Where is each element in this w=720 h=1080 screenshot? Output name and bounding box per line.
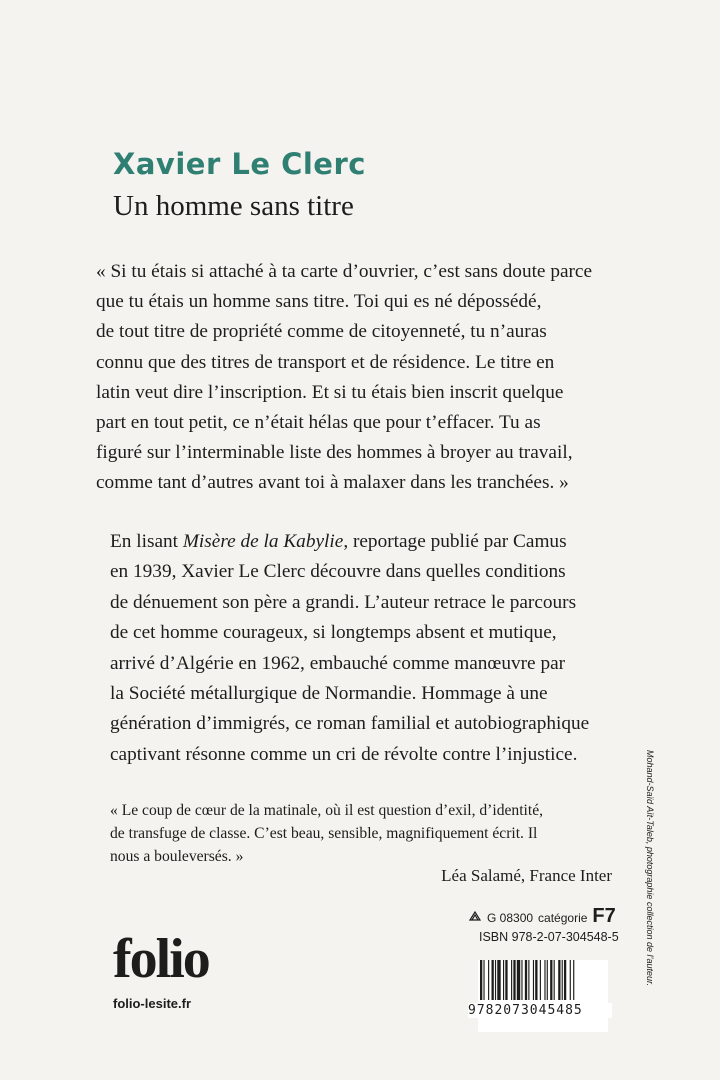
barcode-bar [495,960,496,1000]
summary-line: captivant résonne comme un cri de révolte contre l’injustice. [110,743,578,765]
summary-line: la Société métallurgique de Normandie. Hommage à une [110,683,548,705]
summary-line: en 1939, Xavier Le Clerc découvre dans quelles conditions [110,561,566,583]
barcode-bar [547,960,548,1000]
photo-credit [645,750,655,1020]
barcode-bar [570,960,571,1000]
barcode-bar [550,960,552,1000]
barcode-bar [483,960,484,1000]
summary-line: de dénuement son père a grandi. L’auteur retrace le parcours [110,591,577,613]
barcode-bar [525,960,527,1000]
summary-text: En lisant [110,531,183,552]
folio-logo: folio [113,928,209,990]
press-line: de transfuge de classe. C’est beau, sensible, magnifiquement écrit. Il [110,825,538,842]
summary-line [110,527,630,557]
summary-text: , reportage publié par Camus [343,531,567,552]
photographer-name: Mohand-Saïd Aït-Taleb [645,750,655,842]
quote-line: « Si tu étais si attaché à ta carte d’ouvrier, c’est sans doute parce [96,261,593,282]
barcode-bar [562,960,563,1000]
barcode-bar [558,960,560,1000]
barcode-bar [535,960,537,1000]
barcode-digits: 9782073045485 [468,1003,612,1018]
barcode-bar [544,960,545,1000]
isbn: ISBN 978-2-07-304548-5 [479,930,619,944]
photo-credit-text: , photographie collection de l’auteur. [645,841,655,987]
quote-line: comme tant d’autres avant toi à malaxer dans les tranchées. » [96,472,569,494]
barcode [478,960,608,1032]
book-title: Un homme sans titre [113,190,354,222]
book-summary [110,527,630,770]
summary-line: génération d’immigrés, ce roman familial et autobiographique [110,713,590,735]
quote-line: figuré sur l’interminable liste des hommes à broyer au travail, [96,442,573,464]
barcode-bar [503,960,504,1000]
summary-line: de cet homme courageux, si longtemps absent et mutique, [110,622,557,644]
barcode-bar [480,960,482,1000]
quote-line: de tout titre de propriété comme de citoyenneté, tu n’auras [96,321,547,343]
quote-line: connu que des titres de transport et de résidence. Le titre en [96,351,555,373]
press-line: nous a bouleversés. » [110,848,244,865]
barcode-bar [533,960,534,1000]
barcode-bar [517,960,520,1000]
barcode-bar [488,960,489,1000]
press-quote [110,799,630,868]
price-code [468,905,616,928]
excerpt-quote [96,257,616,499]
quote-line: latin veut dire l’inscription. Et si tu étais bien inscrit quelque [96,381,564,403]
barcode-bar [513,960,515,1000]
category-code: F7 [592,905,616,927]
summary-line: arrivé d’Algérie en 1962, embauché comme manœuvre par [110,652,566,674]
author-name: Xavier Le Clerc [113,147,366,181]
barcode-bar [505,960,507,1000]
barcode-bar [540,960,541,1000]
barcode-bar [521,960,522,1000]
press-source: Léa Salamé, France Inter [441,866,612,885]
publisher-website: folio-lesite.fr [113,996,192,1011]
barcode-bar [497,960,500,1000]
quote-line: part en tout petit, ce n’était hélas que pour t’effacer. Tu as [96,412,541,434]
barcode-bar [554,960,555,1000]
quote-line: que tu étais un homme sans titre. Toi qui es né dépossédé, [96,291,542,313]
barcode-bar [528,960,529,1000]
barcode-bar [511,960,512,1000]
barcode-bar [564,960,566,1000]
gallimard-mark-icon [468,910,482,922]
press-line: « Le coup de cœur de la matinale, où il est question d’exil, d’identité, [110,802,544,819]
barcode-bar [573,960,574,1000]
category-label: catégorie [538,911,588,925]
camus-reference-title: Misère de la Kabylie [182,531,344,552]
product-code: G 08300 [487,911,534,925]
barcode-bar [492,960,494,1000]
